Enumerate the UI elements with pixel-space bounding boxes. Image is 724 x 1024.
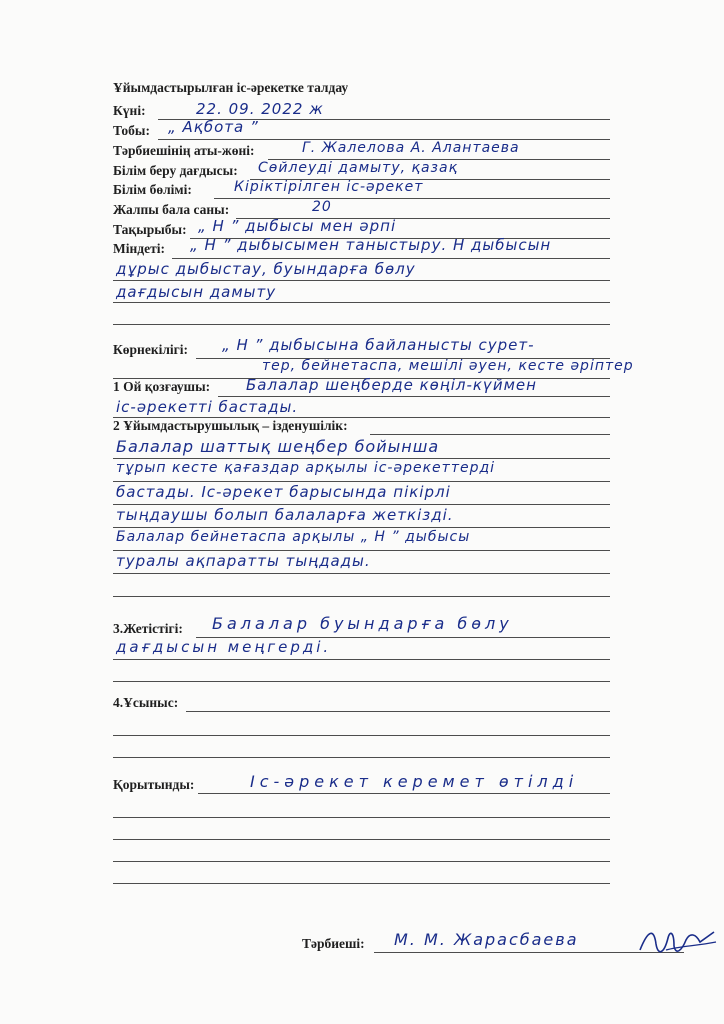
task-rule-4 (113, 324, 610, 325)
teacher-value: Г. Жалелова А. Алантаева (302, 140, 520, 156)
task-rule-3 (113, 302, 610, 303)
skill-value: Сөйлеуді дамыту, қазақ (258, 160, 459, 176)
conclusion-rule-2 (113, 817, 610, 818)
conclusion-rule-5 (113, 883, 610, 884)
stage1-rule-1 (218, 396, 610, 397)
date-value: 22. 09. 2022 ж (196, 100, 324, 118)
signature-name: М. М. Жарасбаева (394, 930, 579, 949)
stage2-rule-2 (113, 481, 610, 482)
conclusion-rule-1 (198, 793, 610, 794)
topic-label: Тақырыбы: (113, 222, 187, 237)
stage3-line-1: Балалар буындарға бөлу (212, 614, 513, 633)
section-value: Кіріктірілген іс-әрекет (234, 179, 424, 195)
stage2-line-1: Балалар шаттық шеңбер бойынша (116, 437, 440, 456)
stage1-label: 1 Ой қозғаушы: (113, 379, 211, 394)
stage2-label: 2 Ұйымдастырушылық – ізденушілік: (113, 418, 348, 433)
stage2-rule-6 (113, 573, 610, 574)
task-rule-1 (172, 258, 610, 259)
stage2-line-3: бастады. Іс-әрекет барысында пікірлі (116, 483, 451, 501)
topic-value: „ Н ” дыбысы мен әрпі (198, 217, 397, 235)
stage1-line-1: Балалар шеңберде көңіл-күймен (246, 376, 537, 394)
children-value: 20 (312, 199, 332, 215)
signature-scribble (636, 920, 718, 964)
stage2-rule-4 (113, 527, 610, 528)
conclusion-label: Қорытынды: (113, 777, 195, 792)
stage2-rule-7 (113, 596, 610, 597)
stage2-rule-1 (113, 458, 610, 459)
stage4-rule-1 (186, 711, 610, 712)
stage2-rule-3 (113, 504, 610, 505)
visuals-line-1: „ Н ” дыбысына байланысты сурет- (222, 336, 535, 354)
group-label: Тобы: (113, 123, 150, 138)
stage3-rule-3 (113, 681, 610, 682)
section-rule (214, 198, 610, 199)
group-value: „ Ақбота ” (168, 118, 259, 136)
task-rule-2 (113, 280, 610, 281)
visuals-label: Көрнекілігі: (113, 342, 189, 357)
task-label: Міндеті: (113, 241, 165, 256)
stage2-rule-5 (113, 550, 610, 551)
section-label: Білім бөлімі: (113, 182, 192, 197)
signature-label: Тәрбиеші: (302, 936, 365, 951)
stage2-line-2: тұрып кесте қағаздар арқылы іс-әрекеттерді (116, 460, 496, 476)
task-line-3: дағдысын дамыту (116, 283, 277, 301)
stage2-line-6: туралы ақпаратты тыңдады. (116, 552, 371, 570)
children-label: Жалпы бала саны: (113, 202, 230, 217)
task-line-1: „ Н ” дыбысымен таныстыру. Н дыбысын (190, 236, 552, 254)
stage4-rule-3 (113, 757, 610, 758)
teacher-label: Тәрбиешінің аты-жөні: (113, 143, 255, 158)
skill-label: Білім беру дағдысы: (113, 163, 238, 178)
stage2-line-5: Балалар бейнетаспа арқылы „ Н ” дыбысы (116, 529, 471, 545)
stage2-rule-0 (370, 434, 610, 435)
date-label: Күні: (113, 103, 146, 118)
visuals-line-2: тер, бейнетаспа, мешілі әуен, кесте әріптер (262, 358, 634, 374)
stage2-line-4: тыңдаушы болып балаларға жеткізді. (116, 506, 454, 524)
conclusion-rule-3 (113, 839, 610, 840)
conclusion-rule-4 (113, 861, 610, 862)
stage3-label: 3.Жетістігі: (113, 621, 183, 636)
task-line-2: дұрыс дыбыстау, буындарға бөлу (116, 260, 416, 278)
stage4-rule-2 (113, 735, 610, 736)
stage3-line-2: дағдысын меңгерді. (116, 638, 332, 656)
stage4-label: 4.Ұсыныс: (113, 695, 179, 710)
stage1-line-2: іс-әрекетті бастады. (116, 398, 299, 416)
conclusion-value: Іс-әрекет керемет өтілді (250, 772, 579, 791)
form-title: Ұйымдастырылған іс-әрекетке талдау (113, 80, 349, 95)
stage3-rule-2 (113, 659, 610, 660)
